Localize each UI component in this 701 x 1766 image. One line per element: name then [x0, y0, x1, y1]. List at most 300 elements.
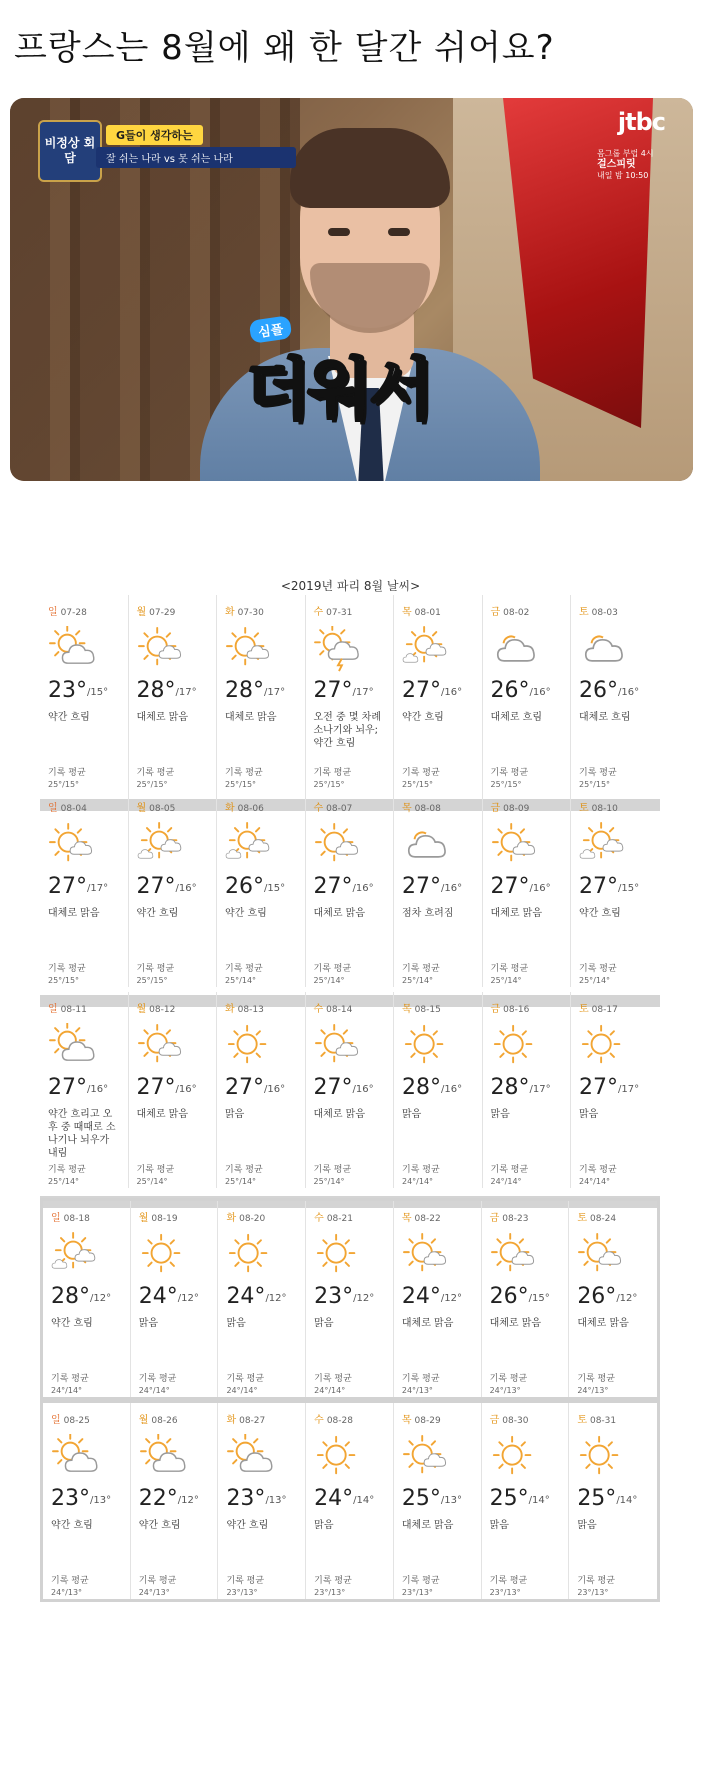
record-average	[226, 1373, 297, 1397]
weather-description: 대체로 맑음	[313, 1109, 365, 1120]
record-value: 23°/13°	[577, 1588, 609, 1597]
temperature	[491, 874, 563, 899]
record-average	[48, 767, 120, 791]
record-value: 25°/14°	[402, 976, 434, 985]
day-header	[314, 603, 386, 618]
low-temp: /16°	[529, 883, 551, 894]
low-temp: /16°	[175, 1084, 197, 1095]
day-cell	[43, 1403, 131, 1599]
high-temp: 24°	[401, 1284, 441, 1309]
record-label: 기록 평균	[577, 1576, 615, 1586]
weather-description: 약간 흐림	[136, 908, 179, 919]
high-temp: 27°	[136, 1075, 176, 1100]
weather-description: 오전 중 몇 차례 소나기와 뇌우; 약간 흐림	[313, 712, 381, 749]
weekday: 토	[577, 1415, 587, 1426]
record-average	[490, 1373, 561, 1397]
day-header	[137, 603, 209, 618]
temperature	[48, 1075, 120, 1100]
day-header	[48, 799, 120, 814]
date: 08-23	[502, 1214, 529, 1224]
date: 07-31	[326, 608, 353, 618]
temperature	[577, 1486, 649, 1511]
low-temp: /17°	[87, 883, 109, 894]
day-header	[137, 799, 209, 814]
date: 08-31	[589, 1416, 617, 1426]
record-average	[579, 963, 652, 987]
day-header	[490, 1209, 561, 1224]
day-cell	[40, 595, 129, 791]
day-cell	[483, 791, 572, 987]
sunny-icon	[491, 1023, 541, 1069]
record-value: 24°/14°	[314, 1386, 346, 1395]
weekday: 월	[136, 1004, 147, 1015]
high-temp: 23°	[51, 1486, 90, 1511]
day-cell	[131, 1403, 219, 1599]
weather-description: 대체로 맑음	[225, 712, 277, 723]
weekday: 월	[138, 1213, 149, 1224]
date: 08-16	[503, 1005, 530, 1015]
temperature	[48, 678, 120, 703]
record-value: 24°/13°	[577, 1386, 609, 1395]
low-temp: /16°	[87, 1084, 109, 1095]
mostly-sunny-icon	[225, 626, 275, 672]
weekday: 화	[225, 803, 235, 814]
high-temp: 23°	[48, 678, 87, 703]
eye	[328, 228, 350, 236]
date: 08-06	[237, 804, 264, 814]
cloudy-sun-icon	[491, 626, 541, 672]
day-cell	[306, 791, 395, 987]
caption: 더워서	[246, 351, 432, 428]
weather-description: 맑음	[577, 1520, 597, 1531]
record-average	[48, 1164, 120, 1188]
record-average	[490, 1575, 561, 1599]
date: 08-07	[326, 804, 353, 814]
temperature	[137, 874, 209, 899]
day-cell	[483, 595, 572, 791]
low-temp: /13°	[440, 1495, 462, 1506]
low-temp: /12°	[177, 1293, 199, 1304]
eye	[388, 228, 410, 236]
week-days	[40, 595, 660, 791]
mostly-sunny-icon	[314, 822, 364, 868]
day-cell	[394, 1201, 482, 1397]
high-temp: 27°	[225, 1075, 264, 1100]
day-header	[490, 1411, 561, 1426]
record-label: 기록 평균	[313, 1165, 352, 1175]
date: 08-12	[149, 1005, 176, 1015]
record-average	[314, 1373, 385, 1397]
day-cell	[569, 1403, 657, 1599]
topic-top: G들이 생각하는	[106, 125, 203, 145]
high-temp: 27°	[313, 874, 353, 899]
weekday: 일	[48, 1004, 58, 1015]
record-label: 기록 평균	[579, 1165, 617, 1175]
record-average	[402, 963, 474, 987]
record-value: 24°/13°	[138, 1588, 170, 1597]
weather-description: 대체로 맑음	[489, 1318, 542, 1329]
temperature	[402, 1486, 473, 1511]
record-average	[579, 1164, 652, 1188]
day-cell	[483, 992, 572, 1188]
week-days	[43, 1403, 657, 1599]
record-label: 기록 평균	[579, 768, 617, 778]
topic-banner	[96, 124, 296, 172]
weather-description: 대체로 맑음	[490, 908, 542, 919]
low-temp: /12°	[616, 1293, 638, 1304]
high-temp: 28°	[51, 1284, 90, 1309]
weather-description: 약간 흐림	[48, 712, 90, 723]
record-average	[225, 963, 297, 987]
record-value: 25°/15°	[48, 780, 80, 789]
date: 08-21	[326, 1214, 353, 1224]
weather-description: 대체로 맑음	[48, 908, 100, 919]
high-temp: 27°	[490, 874, 530, 899]
day-cell	[131, 1201, 219, 1397]
record-label: 기록 평균	[313, 964, 352, 974]
record-label: 기록 평균	[490, 768, 529, 778]
record-value: 25°/14°	[225, 1177, 257, 1186]
temperature	[137, 678, 209, 703]
low-temp: /16°	[264, 1084, 286, 1095]
weekday: 월	[136, 607, 147, 618]
weekday: 화	[226, 1213, 237, 1224]
day-header	[51, 1209, 122, 1224]
temperature	[314, 1075, 386, 1100]
day-header	[226, 1209, 297, 1224]
record-average	[51, 1373, 122, 1397]
record-average	[314, 963, 386, 987]
date: 08-22	[414, 1214, 441, 1224]
mostly-sunny-icon	[402, 1434, 452, 1480]
week-row	[40, 1400, 660, 1602]
sunny-icon	[139, 1232, 189, 1278]
show-logo: 비정상 회담	[38, 120, 102, 182]
day-header	[226, 1411, 297, 1426]
weekday: 수	[313, 607, 324, 618]
date: 08-26	[151, 1416, 178, 1426]
low-temp: /14°	[528, 1495, 550, 1506]
record-average	[137, 1164, 209, 1188]
low-temp: /13°	[90, 1495, 112, 1506]
day-header	[402, 799, 474, 814]
weather-description: 약간 흐림	[225, 908, 267, 919]
date: 08-25	[63, 1416, 90, 1426]
weekday: 목	[402, 607, 412, 618]
weekday: 목	[402, 803, 412, 814]
day-header	[225, 603, 297, 618]
temperature	[139, 1486, 210, 1511]
schedule-box	[597, 148, 667, 192]
low-temp: /12°	[90, 1293, 112, 1304]
weekday: 토	[579, 803, 589, 814]
high-temp: 26°	[489, 1284, 529, 1309]
record-label: 기록 평균	[401, 1374, 440, 1384]
temperature	[402, 1075, 474, 1100]
temperature	[402, 678, 474, 703]
day-header	[402, 1411, 473, 1426]
record-value: 23°/13°	[226, 1588, 258, 1597]
temperature	[402, 1284, 473, 1309]
weather-description: 약간 흐림	[226, 1520, 269, 1531]
high-temp: 23°	[226, 1486, 266, 1511]
mostly-sunny-icon	[402, 1232, 452, 1278]
high-temp: 27°	[136, 874, 176, 899]
date: 08-18	[63, 1214, 90, 1224]
temperature	[577, 1284, 649, 1309]
record-value: 24°/14°	[51, 1386, 83, 1395]
high-temp: 24°	[314, 1486, 354, 1511]
record-value: 25°/14°	[48, 1177, 80, 1186]
partly-cloudy-icon	[48, 626, 98, 672]
weekday: 일	[48, 607, 58, 618]
weekday: 일	[48, 803, 58, 814]
date: 08-30	[502, 1416, 529, 1426]
weekday: 화	[226, 1415, 237, 1426]
record-label: 기록 평균	[225, 768, 263, 778]
temperature	[51, 1284, 122, 1309]
day-cell	[394, 992, 483, 1188]
sunny-icon	[577, 1434, 627, 1480]
record-average	[137, 963, 209, 987]
weekday: 목	[401, 1415, 412, 1426]
temperature	[314, 1284, 385, 1309]
date: 07-30	[237, 608, 264, 618]
record-value: 24°/13°	[401, 1386, 433, 1395]
high-temp: 24°	[226, 1284, 266, 1309]
week-row	[40, 791, 660, 1007]
record-average	[225, 767, 297, 791]
caption-tag: 심플	[249, 315, 293, 343]
record-label: 기록 평균	[48, 964, 86, 974]
day-cell	[129, 595, 218, 791]
day-header	[579, 603, 652, 618]
day-cell	[40, 791, 129, 987]
record-average	[314, 1164, 386, 1188]
day-header	[139, 1411, 210, 1426]
sunny-icon	[402, 1023, 452, 1069]
schedule-line: 내일 밤 10:50	[597, 171, 649, 180]
mostly-sunny-icon	[137, 1023, 187, 1069]
mostly-sunny-icon	[577, 1232, 627, 1278]
weekday: 토	[579, 1004, 589, 1015]
partly-cloudy-small-icon	[579, 822, 629, 868]
record-value: 25°/14°	[313, 1177, 345, 1186]
weather-title: <2019년 파리 8월 날씨>	[280, 579, 421, 593]
weather-description: 맑음	[314, 1520, 334, 1531]
low-temp: /16°	[529, 687, 551, 698]
record-label: 기록 평균	[490, 964, 529, 974]
record-average	[139, 1575, 210, 1599]
date: 08-20	[239, 1214, 266, 1224]
mostly-sunny-icon	[491, 822, 541, 868]
record-value: 23°/13°	[489, 1588, 521, 1597]
record-label: 기록 평균	[490, 1165, 529, 1175]
weather-description: 점차 흐려짐	[402, 908, 454, 919]
record-average	[314, 1575, 385, 1599]
low-temp: /14°	[616, 1495, 638, 1506]
weather-description: 대체로 맑음	[401, 1318, 454, 1329]
mostly-sunny-icon	[48, 822, 98, 868]
high-temp: 26°	[225, 874, 264, 899]
low-temp: /15°	[87, 687, 109, 698]
low-temp: /17°	[264, 687, 286, 698]
sunny-icon	[314, 1434, 364, 1480]
partly-cloudy-small-icon	[137, 822, 187, 868]
high-temp: 25°	[401, 1486, 441, 1511]
temperature	[314, 1486, 385, 1511]
low-temp: /12°	[265, 1293, 287, 1304]
day-header	[577, 1411, 649, 1426]
day-cell	[394, 1403, 482, 1599]
day-cell	[40, 992, 129, 1188]
record-label: 기록 평균	[313, 768, 352, 778]
high-temp: 27°	[402, 678, 441, 703]
day-cell	[129, 992, 218, 1188]
low-temp: /16°	[352, 883, 374, 894]
day-header	[491, 1000, 563, 1015]
record-label: 기록 평균	[577, 1374, 615, 1384]
day-header	[491, 603, 563, 618]
high-temp: 22°	[138, 1486, 178, 1511]
temperature	[491, 678, 563, 703]
low-temp: /12°	[353, 1293, 375, 1304]
date: 08-08	[414, 804, 441, 814]
weather-description: 맑음	[226, 1318, 246, 1329]
record-label: 기록 평균	[402, 768, 440, 778]
record-average	[402, 1164, 474, 1188]
weekday: 금	[490, 607, 501, 618]
sunny-icon	[579, 1023, 629, 1069]
high-temp: 28°	[402, 1075, 441, 1100]
record-value: 24°/14°	[402, 1177, 434, 1186]
day-cell	[129, 791, 218, 987]
date: 07-29	[149, 608, 176, 618]
record-label: 기록 평균	[225, 964, 263, 974]
day-cell	[482, 1201, 570, 1397]
record-label: 기록 평균	[226, 1374, 265, 1384]
record-average	[491, 767, 563, 791]
day-cell	[306, 1403, 394, 1599]
record-value: 25°/14°	[225, 976, 257, 985]
weather-description: 대체로 맑음	[577, 1318, 629, 1329]
week-days	[43, 1201, 657, 1397]
record-label: 기록 평균	[138, 1374, 177, 1384]
high-temp: 25°	[489, 1486, 529, 1511]
low-temp: /16°	[441, 1084, 463, 1095]
record-label: 기록 평균	[226, 1576, 265, 1586]
temperature	[490, 1284, 561, 1309]
high-temp: 27°	[48, 1075, 87, 1100]
date: 08-17	[591, 1005, 618, 1015]
low-temp: /15°	[528, 1293, 550, 1304]
day-header	[139, 1209, 210, 1224]
day-cell	[217, 791, 306, 987]
low-temp: /13°	[265, 1495, 287, 1506]
week-row	[40, 992, 660, 1208]
weekday: 화	[225, 1004, 235, 1015]
partly-cloudy-icon	[48, 1023, 98, 1069]
day-header	[577, 1209, 649, 1224]
record-average	[577, 1575, 649, 1599]
record-value: 25°/15°	[579, 780, 611, 789]
day-header	[402, 603, 474, 618]
record-label: 기록 평균	[51, 1374, 89, 1384]
day-header	[51, 1411, 122, 1426]
temperature	[579, 874, 652, 899]
record-value: 24°/14°	[226, 1386, 258, 1395]
low-temp: /15°	[264, 883, 286, 894]
day-cell	[306, 1201, 394, 1397]
record-average	[226, 1575, 297, 1599]
weekday: 목	[401, 1213, 412, 1224]
day-header	[314, 1209, 385, 1224]
temperature	[402, 874, 474, 899]
weather-description: 맑음	[138, 1318, 159, 1329]
record-average	[577, 1373, 649, 1397]
record-value: 25°/15°	[225, 780, 257, 789]
record-label: 기록 평균	[48, 1165, 86, 1175]
day-header	[314, 799, 386, 814]
weather-description: 대체로 맑음	[313, 908, 365, 919]
weather-description: 대체로 맑음	[401, 1520, 454, 1531]
record-value: 25°/15°	[136, 780, 168, 789]
low-temp: /16°	[618, 687, 640, 698]
record-label: 기록 평균	[48, 768, 86, 778]
weekday: 수	[314, 1415, 324, 1426]
partly-cloudy-small-icon	[225, 822, 275, 868]
record-value: 24°/14°	[138, 1386, 170, 1395]
record-label: 기록 평균	[136, 1165, 175, 1175]
partly-cloudy-small-icon	[402, 626, 452, 672]
high-temp: 24°	[138, 1284, 178, 1309]
temperature	[491, 1075, 563, 1100]
weekday: 금	[490, 1004, 501, 1015]
date: 08-19	[151, 1214, 178, 1224]
record-label: 기록 평균	[489, 1374, 528, 1384]
record-label: 기록 평균	[401, 1576, 440, 1586]
record-average	[51, 1575, 122, 1599]
low-temp: /12°	[177, 1495, 199, 1506]
record-value: 24°/14°	[490, 1177, 522, 1186]
record-value: 25°/15°	[136, 976, 168, 985]
day-cell	[218, 1403, 306, 1599]
record-label: 기록 평균	[489, 1576, 528, 1586]
weekday: 목	[402, 1004, 412, 1015]
weather-description: 약간 흐림	[51, 1318, 93, 1329]
weekday: 월	[136, 803, 147, 814]
weekday: 토	[579, 607, 589, 618]
schedule-line: 걸스피릿	[597, 159, 636, 170]
day-cell	[306, 992, 395, 1188]
record-value: 23°/13°	[401, 1588, 433, 1597]
weekday: 월	[138, 1415, 149, 1426]
day-header	[579, 799, 652, 814]
high-temp: 25°	[577, 1486, 617, 1511]
day-cell	[217, 595, 306, 791]
record-value: 25°/15°	[313, 780, 345, 789]
weather-description: 맑음	[489, 1520, 509, 1531]
date: 08-13	[237, 1005, 264, 1015]
temperature	[137, 1075, 209, 1100]
record-label: 기록 평균	[51, 1576, 89, 1586]
day-header	[314, 1411, 385, 1426]
record-average	[314, 767, 386, 791]
weather-description: 약간 흐림	[51, 1520, 93, 1531]
tv-screenshot	[10, 98, 693, 481]
temperature	[225, 678, 297, 703]
record-label: 기록 평균	[225, 1165, 263, 1175]
